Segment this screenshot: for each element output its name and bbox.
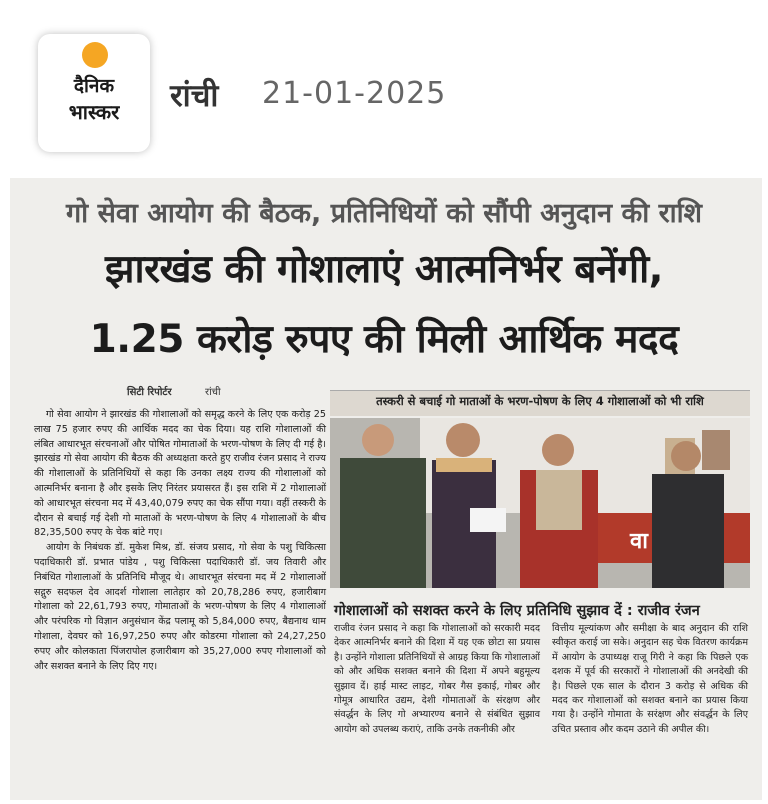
logo-text-line2: भास्कर [68, 100, 120, 124]
edition-date: 21-01-2025 [262, 76, 447, 111]
cheque-handover-photo [330, 418, 750, 588]
dainik-bhaskar-logo[interactable] [38, 34, 150, 152]
article-body-left [34, 408, 326, 674]
city-name: रांची [170, 78, 219, 114]
article-kicker: गो सेवा आयोग की बैठक, प्रतिनिधियों को सौंपी अनुदान की राशि [65, 198, 703, 229]
header [0, 0, 768, 155]
byline-reporter: सिटी रिपोर्टर [127, 387, 172, 398]
body-paragraph-1: गो सेवा आयोग ने झारखंड की गोशालाओं को समृद्ध करने के लिए एक करोड़ 25 लाख 75 हजार रुपए की आर्थिक मदद का चेक दिया। यह राशि गोशालाओं की लंबित आधारभूत संरचनाओं और पोषित गोमाताओं के भरण-पोषण के लिए दी गई है। झारखंड गो सेवा आयोग की बैठक की अध्यक्षता करते हुए राजीव रंजन प्रसाद ने राज्य की गोशालाओं के प्रतिनिधियों से कहा कि उनका लक्ष्य राज्य की गोशालाओं को आत्मनिर्भर बनाना है और इसके लिए निरंतर प्रयासरत हैं। इस राशि में 2 गोशालाओं को आधारभूत संरचना मद में 43,40,079 रुपए का चेक सौंपा गया। वहीं तस्करी के दौरान से बचाई गई देशी गो माताओं के भरण-पोषण के लिए 4 गोशालाओं के बीच 82,35,500 रुपए के चेक बांटे गए। [34, 409, 326, 539]
sun-icon [82, 42, 108, 68]
body-paragraph-2: आयोग के निबंधक डॉ. मुकेश मिश्र, डॉ. संजय प्रसाद, गो सेवा के पशु चिकित्सा पदाधिकारी डॉ. प्रभात पांडेय , पशु चिकित्सा पदाधिकारी डॉ. जय तिवारी और निबंधित गोशालाओं के प्रतिनिधि मौजूद थे। आधारभूत संरचना मद में 2 गोशालाओं सद्गुरु सदफल देव आदर्श गोशाला लातेहार को 20,78,286 रुपए, हजारीबाग गोशाला को 22,61,793 रुपए, गोमाताओं के भरण-पोषण के लिए 4 गोशालाओं और परंपरिक गो विज्ञान अनुसंधान केंद्र पलामू को 5,84,000 रुपए, बैद्यनाथ धाम गोशाला, देवघर को 16,97,250 रुपए और कोडरमा गोशाला को 24,27,250 रुपए और कोलकाता पिंजरापोल हजारीबाग को 35,27,000 रुपए गोशालाओं को और सशक्त बनाने के लिए दिए गए। [34, 542, 326, 672]
headline-line-2: 1.25 करोड़ रुपए की मिली आर्थिक मदद [89, 317, 679, 362]
headline-line-1: झारखंड की गोशालाएं आत्मनिर्भर बनेंगी, [105, 247, 663, 292]
photo-caption: तस्करी से बचाई गो माताओं के भरण-पोषण के लिए 4 गोशालाओं को भी राशि [376, 394, 704, 408]
event-photo [330, 418, 750, 588]
article-body-middle: राजीव रंजन प्रसाद ने कहा कि गोशालाओं को सरकारी मदद देकर आत्मनिर्भर बनाने की दिशा में यह एक छोटा सा प्रयास है। उन्होंने गोशाला प्रतिनिधियों से आग्रह किया कि गोशालाओं को और अधिक सशक्त बनाने की दिशा में अपने बहुमूल्य सुझाव दें। हाई मास्ट लाइट, गोबर गैस इकाई, गोबर और गोमूत्र आधारित उद्यम, देशी गोमाताओं के संरक्षण और संवर्द्धन के लिए गो अभ्यारण्य बनाने से संबंधित सुझाव आयोग को उपलब्ध कराएं, ताकि उनके तकनीकी और [334, 623, 540, 735]
article-subhead: गोशालाओं को सशक्त करने के लिए प्रतिनिधि सुझाव दें : राजीव रंजन [334, 603, 700, 619]
banner-text: वा [630, 529, 648, 554]
article-body-right: वित्तीय मूल्यांकण और समीक्षा के बाद अनुदान की राशि स्वीकृत कराई जा सके। अनुदान सह चेक वितरण कार्यक्रम में आयोग के उपाध्यक्ष राजू गिरी ने कहा कि पिछले एक दशक में पूर्व की सरकारों ने गोशालाओं की अनदेखी की है। पिछले एक साल के दौरान 3 करोड़ से अधिक की मदद कर गोशालाओं को सशक्त बनाने का प्रयास किया गया है। उन्होंने गोमाता के सरंक्षण और संवर्द्धन के लिए उचित प्रस्ताव और कदम उठाने की अपील की। [552, 623, 748, 735]
logo-text-line1: दैनिक [73, 75, 115, 97]
byline-city: रांची [205, 387, 221, 398]
